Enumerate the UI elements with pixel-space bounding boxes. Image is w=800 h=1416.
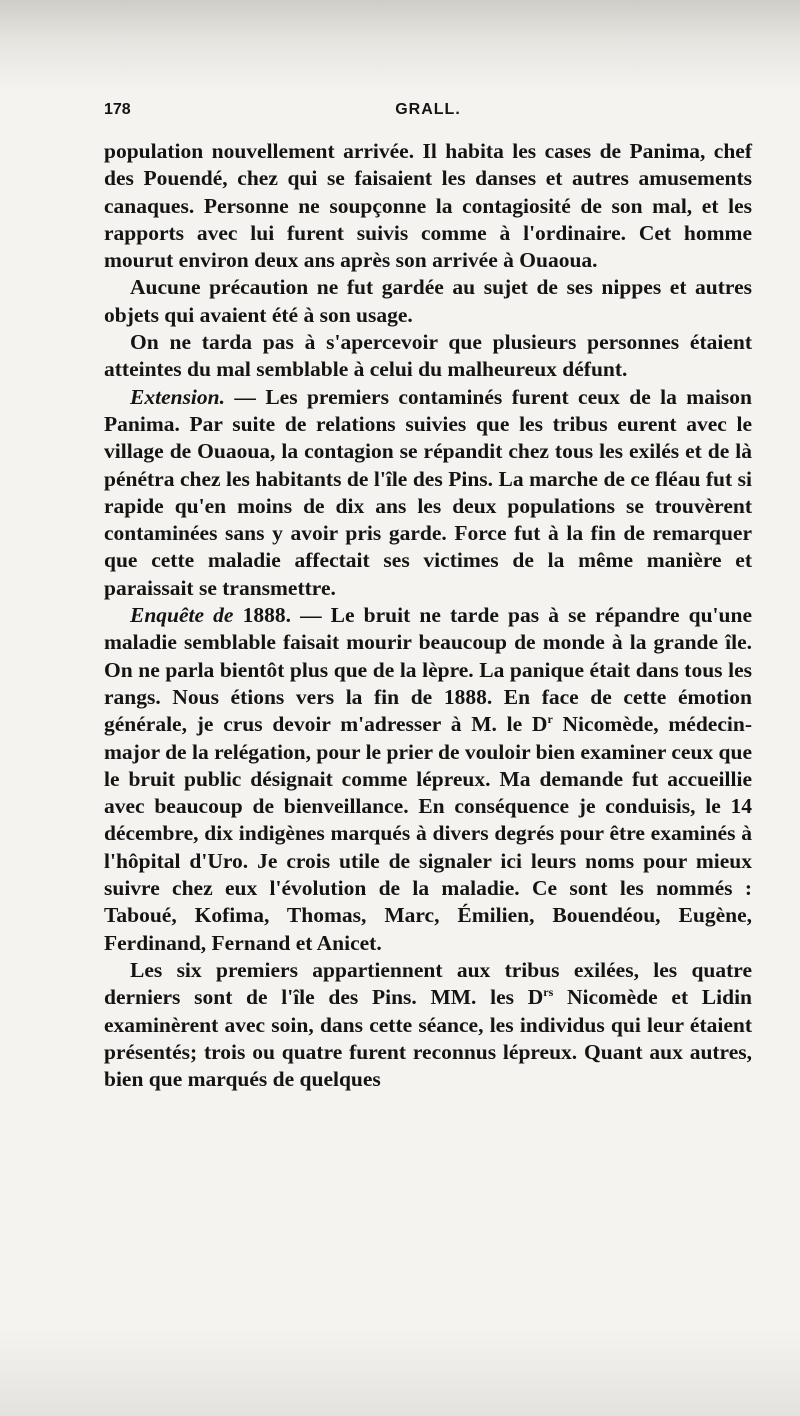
section-heading: Enquête de xyxy=(130,603,234,628)
page-number: 178 xyxy=(104,101,131,118)
paragraph-text: Nicomède et Lidin examinèrent avec soin, dans cette séance, les individus qui leur étaient présentés; trois ou quatre furent reconnus lépreux. Quant aux autres, bien que marqués de quelques xyxy=(104,985,753,1092)
section-heading: Extension. xyxy=(130,384,225,409)
paragraph xyxy=(104,138,752,274)
running-head: GRALL. xyxy=(395,101,461,118)
superscript: rs xyxy=(543,985,554,1000)
paragraph-text: population nouvellement arrivée. Il habita les cases de Panima, chef des Pouendé, chez qui se faisaient les danses et autres amusements canaques. Personne ne soupçonne la contagiosité de son mal, et les rapports avec lui furent suivis comme à l'ordinaire. Cet homme mourut environ deux ans après son arrivée à Ouaoua. xyxy=(104,139,752,273)
superscript: r xyxy=(547,712,553,727)
page-header xyxy=(104,101,752,131)
paragraph-text: 1888. — Le bruit ne tarde pas à se répandre qu'une maladie semblable faisait mourir beaucoup de monde à la grande île. On ne parla bientôt plus que de la lèpre. La panique était dans tous les rangs. Nous étions vers la fin de 1888. En face de cette émotion générale, je crus devoir m'adresser à M. le D xyxy=(104,603,752,737)
paragraph-text: On ne tarda pas à s'apercevoir que plusieurs personnes étaient atteintes du mal semblable à celui du malheureux défunt. xyxy=(104,330,752,382)
paragraph xyxy=(104,602,752,957)
paragraph-text: Aucune précaution ne fut gardée au sujet de ses nippes et autres objets qui avaient été à son usage. xyxy=(104,275,752,327)
paragraph-text: Les six premiers appartiennent aux tribus exilées, les quatre derniers sont de l'île des Pins. MM. les D xyxy=(104,957,752,1010)
paragraph xyxy=(104,957,752,1093)
paragraph-text: Nicomède, médecin-major de la relégation, pour le prier de vouloir bien examiner ceux que le bruit public désignait comme lépreux. Ma demande fut accueillie avec beaucoup de bienveillance. En conséquence je conduisis, le 14 décembre, dix indigènes marqués à divers degrés pour être examinés à l'hôpital d'Uro. Je crois utile de signaler ici leurs noms pour mieux suivre chez eux l'évolution de la maladie. Ce sont les nommés : Taboué, Kofima, Thomas, Marc, Émilien, Bouendéou, Eugène, Ferdinand, Fernand et Anicet. xyxy=(104,712,752,955)
paragraph-text: — Les premiers contaminés furent ceux de la maison Panima. Par suite de relations suivies que les tribus eurent avec le village de Ouaoua, la contagion se répandit chez tous les exilés et de là pénétra chez les habitants de l'île des Pins. La marche de ce fléau fut si rapide qu'en moins de dix ans les deux populations se trouvèrent contaminées sans y avoir pris garde. Force fut à la fin de remarquer que cette maladie affectait ses victimes de la même manière et paraissait se transmettre. xyxy=(104,384,752,600)
body-text xyxy=(104,138,752,1093)
paragraph xyxy=(104,274,752,329)
paragraph xyxy=(104,329,752,384)
paragraph xyxy=(104,384,752,602)
